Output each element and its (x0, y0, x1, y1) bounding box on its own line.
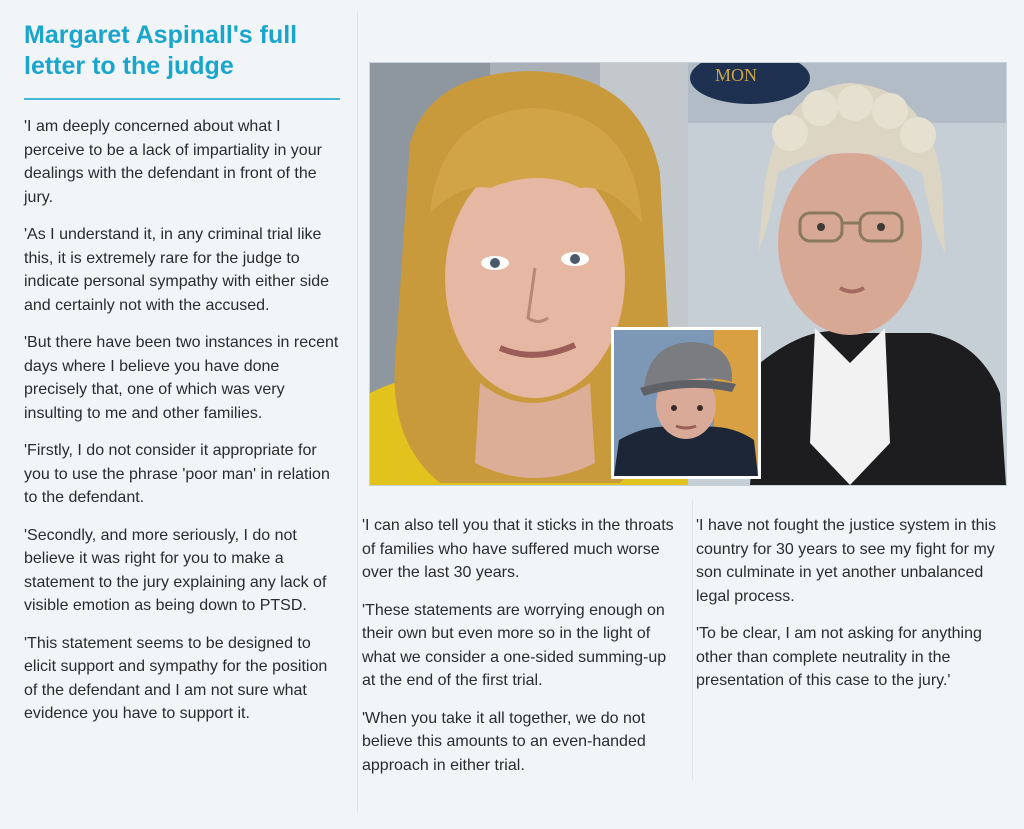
letter-column-1 (24, 115, 342, 740)
column-divider (692, 500, 693, 780)
letter-paragraph: 'But there have been two instances in recent days where I believe you have done precisely that, one of which was very insulting to me and other families. (24, 334, 339, 422)
letter-paragraph: 'This statement seems to be designed to elicit support and sympathy for the position of the defendant and I am not sure what evidence you have to support it. (24, 634, 328, 722)
letter-paragraph: 'As I understand it, in any criminal trial like this, it is extremely rare for the judge to indicate personal sympathy with either side and certainly not with the accused. (24, 226, 330, 314)
letter-paragraph: 'When you take it all together, we do not believe this amounts to an even-handed approach in either trial. (362, 709, 646, 774)
letter-paragraph: 'I can also tell you that it sticks in the throats of families who have suffered much worse over the last 30 years. (362, 517, 674, 581)
letter-paragraph: 'I have not fought the justice system in this country for 30 years to see my fight for my son culminate in yet another unbalanced legal process. (696, 517, 997, 605)
column-divider (357, 12, 358, 812)
letter-paragraph: 'Secondly, and more seriously, I do not believe it was right for you to make a statement to the jury explaining any lack of visible emotion as being down to PTSD. (24, 526, 327, 614)
letter-column-3 (696, 514, 1012, 707)
letter-paragraph: 'These statements are worrying enough on their own but even more so in the light of what we consider a one-sided summing-up at the end of the first trial. (362, 601, 667, 689)
letter-paragraph: 'Firstly, I do not consider it appropriate for you to use the phrase 'poor man' in relation to the defendant. (24, 442, 330, 506)
inset-illustration (614, 330, 758, 476)
article-title: Margaret Aspinall's full letter to the judge (24, 21, 298, 80)
letter-paragraph: 'I am deeply concerned about what I perceive to be a lack of impartiality in your dealings with the defendant in front of the jury. (24, 118, 322, 206)
letter-column-2 (362, 514, 680, 791)
inset-photo (611, 327, 761, 479)
photo-sign-text: MON (715, 65, 758, 85)
title-divider (24, 98, 340, 100)
letter-paragraph: 'To be clear, I am not asking for anything other than complete neutrality in the presentation of this case to the jury.' (696, 625, 982, 689)
